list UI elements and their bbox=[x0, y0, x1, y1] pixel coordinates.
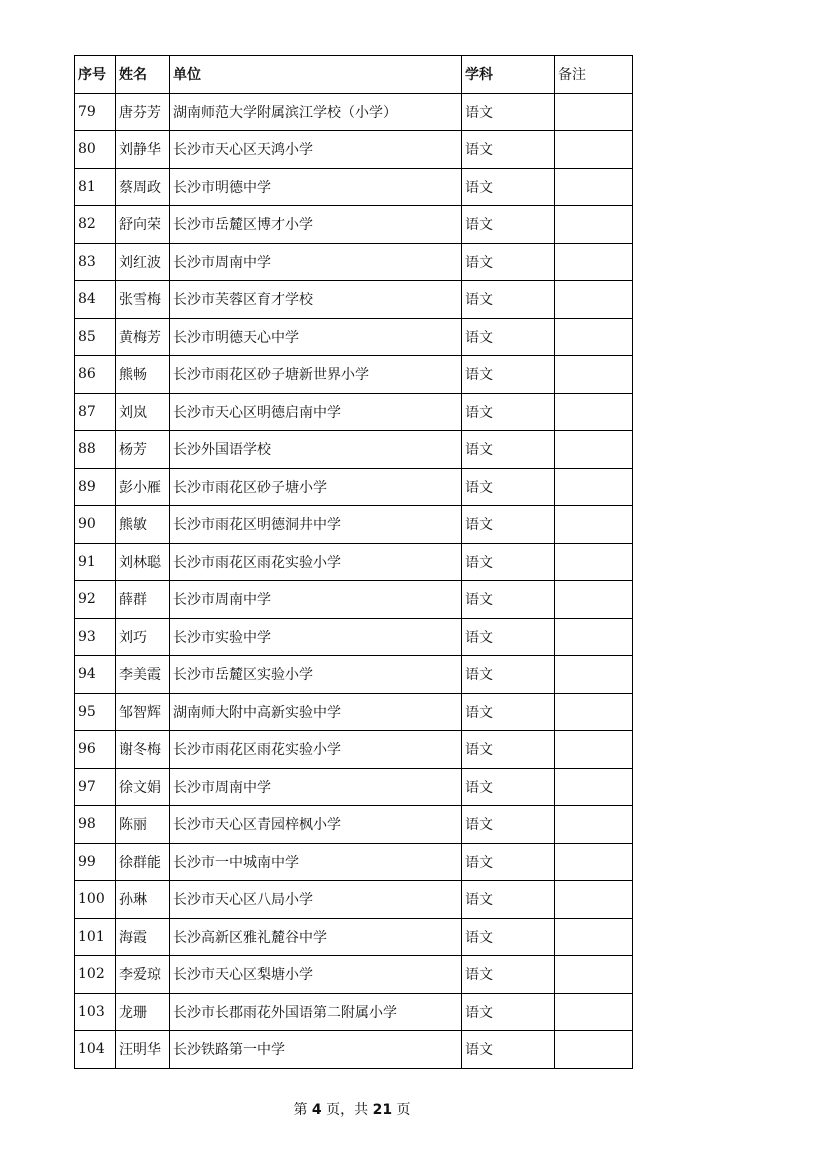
cell-unit: 长沙铁路第一中学 bbox=[170, 1031, 462, 1069]
cell-remarks bbox=[555, 393, 633, 431]
cell-name: 唐芬芳 bbox=[116, 93, 170, 131]
cell-unit: 长沙市天心区梨塘小学 bbox=[170, 956, 462, 994]
cell-subject: 语文 bbox=[462, 168, 555, 206]
cell-unit: 长沙市长郡雨花外国语第二附属小学 bbox=[170, 993, 462, 1031]
cell-subject: 语文 bbox=[462, 468, 555, 506]
cell-name: 刘岚 bbox=[116, 393, 170, 431]
cell-remarks bbox=[555, 356, 633, 394]
cell-name: 李爱琼 bbox=[116, 956, 170, 994]
cell-subject: 语文 bbox=[462, 956, 555, 994]
cell-subject: 语文 bbox=[462, 993, 555, 1031]
cell-unit: 长沙高新区雅礼麓谷中学 bbox=[170, 918, 462, 956]
cell-name: 舒向荣 bbox=[116, 206, 170, 244]
cell-name: 蔡周政 bbox=[116, 168, 170, 206]
cell-subject: 语文 bbox=[462, 356, 555, 394]
cell-unit: 长沙外国语学校 bbox=[170, 431, 462, 469]
cell-remarks bbox=[555, 581, 633, 619]
cell-name: 刘红波 bbox=[116, 243, 170, 281]
cell-serial: 82 bbox=[75, 206, 116, 244]
header-serial: 序号 bbox=[75, 56, 116, 94]
table-row bbox=[75, 993, 633, 1031]
cell-remarks bbox=[555, 543, 633, 581]
cell-serial: 88 bbox=[75, 431, 116, 469]
cell-name: 陈丽 bbox=[116, 806, 170, 844]
cell-serial: 81 bbox=[75, 168, 116, 206]
cell-name: 孙琳 bbox=[116, 881, 170, 919]
table-row bbox=[75, 618, 633, 656]
table-row bbox=[75, 1031, 633, 1069]
table-row bbox=[75, 168, 633, 206]
cell-remarks bbox=[555, 656, 633, 694]
cell-unit: 长沙市雨花区雨花实验小学 bbox=[170, 731, 462, 769]
cell-unit: 长沙市天心区八局小学 bbox=[170, 881, 462, 919]
cell-remarks bbox=[555, 281, 633, 319]
cell-serial: 83 bbox=[75, 243, 116, 281]
cell-serial: 95 bbox=[75, 693, 116, 731]
cell-name: 龙珊 bbox=[116, 993, 170, 1031]
cell-remarks bbox=[555, 881, 633, 919]
table-row bbox=[75, 468, 633, 506]
cell-name: 徐文娟 bbox=[116, 768, 170, 806]
cell-remarks bbox=[555, 843, 633, 881]
cell-serial: 89 bbox=[75, 468, 116, 506]
cell-subject: 语文 bbox=[462, 206, 555, 244]
cell-unit: 长沙市实验中学 bbox=[170, 618, 462, 656]
page-footer bbox=[0, 1099, 704, 1119]
cell-remarks bbox=[555, 93, 633, 131]
cell-serial: 84 bbox=[75, 281, 116, 319]
cell-name: 黄梅芳 bbox=[116, 318, 170, 356]
cell-unit: 长沙市天心区天鸿小学 bbox=[170, 131, 462, 169]
cell-name: 徐群能 bbox=[116, 843, 170, 881]
cell-subject: 语文 bbox=[462, 843, 555, 881]
footer-page-number: 4 bbox=[311, 1102, 322, 1118]
cell-serial: 101 bbox=[75, 918, 116, 956]
table-row bbox=[75, 281, 633, 319]
cell-remarks bbox=[555, 168, 633, 206]
cell-unit: 长沙市雨花区砂子塘新世界小学 bbox=[170, 356, 462, 394]
table-row bbox=[75, 543, 633, 581]
cell-unit: 长沙市周南中学 bbox=[170, 581, 462, 619]
table-row bbox=[75, 693, 633, 731]
table-row bbox=[75, 318, 633, 356]
cell-subject: 语文 bbox=[462, 768, 555, 806]
footer-suffix: 页 bbox=[396, 1102, 411, 1118]
cell-name: 谢冬梅 bbox=[116, 731, 170, 769]
cell-unit: 长沙市雨花区明德洞井中学 bbox=[170, 506, 462, 544]
roster-table bbox=[74, 55, 633, 1069]
cell-remarks bbox=[555, 693, 633, 731]
header-remarks: 备注 bbox=[555, 56, 633, 94]
cell-subject: 语文 bbox=[462, 656, 555, 694]
cell-serial: 96 bbox=[75, 731, 116, 769]
cell-subject: 语文 bbox=[462, 918, 555, 956]
cell-unit: 长沙市明德中学 bbox=[170, 168, 462, 206]
cell-serial: 98 bbox=[75, 806, 116, 844]
header-unit: 单位 bbox=[170, 56, 462, 94]
cell-subject: 语文 bbox=[462, 318, 555, 356]
table-row bbox=[75, 131, 633, 169]
table-row bbox=[75, 806, 633, 844]
cell-remarks bbox=[555, 731, 633, 769]
cell-remarks bbox=[555, 918, 633, 956]
cell-subject: 语文 bbox=[462, 543, 555, 581]
cell-remarks bbox=[555, 956, 633, 994]
cell-unit: 长沙市天心区明德启南中学 bbox=[170, 393, 462, 431]
cell-serial: 79 bbox=[75, 93, 116, 131]
cell-name: 邹智辉 bbox=[116, 693, 170, 731]
cell-name: 汪明华 bbox=[116, 1031, 170, 1069]
table-row bbox=[75, 843, 633, 881]
table-row bbox=[75, 881, 633, 919]
cell-subject: 语文 bbox=[462, 806, 555, 844]
cell-subject: 语文 bbox=[462, 93, 555, 131]
table-row bbox=[75, 243, 633, 281]
cell-subject: 语文 bbox=[462, 881, 555, 919]
table-body bbox=[75, 93, 633, 1068]
cell-name: 彭小雁 bbox=[116, 468, 170, 506]
cell-serial: 86 bbox=[75, 356, 116, 394]
cell-serial: 80 bbox=[75, 131, 116, 169]
footer-middle: 页，共 bbox=[326, 1102, 369, 1118]
cell-unit: 长沙市岳麓区博才小学 bbox=[170, 206, 462, 244]
cell-name: 刘巧 bbox=[116, 618, 170, 656]
cell-subject: 语文 bbox=[462, 731, 555, 769]
table-row bbox=[75, 506, 633, 544]
cell-subject: 语文 bbox=[462, 1031, 555, 1069]
cell-unit: 长沙市一中城南中学 bbox=[170, 843, 462, 881]
cell-serial: 94 bbox=[75, 656, 116, 694]
cell-remarks bbox=[555, 318, 633, 356]
cell-serial: 93 bbox=[75, 618, 116, 656]
cell-name: 熊敏 bbox=[116, 506, 170, 544]
cell-name: 海霞 bbox=[116, 918, 170, 956]
cell-serial: 90 bbox=[75, 506, 116, 544]
cell-unit: 长沙市芙蓉区育才学校 bbox=[170, 281, 462, 319]
table-row bbox=[75, 356, 633, 394]
cell-serial: 87 bbox=[75, 393, 116, 431]
cell-name: 薛群 bbox=[116, 581, 170, 619]
cell-serial: 102 bbox=[75, 956, 116, 994]
cell-subject: 语文 bbox=[462, 281, 555, 319]
cell-unit: 长沙市雨花区雨花实验小学 bbox=[170, 543, 462, 581]
table-row bbox=[75, 206, 633, 244]
cell-subject: 语文 bbox=[462, 506, 555, 544]
cell-serial: 91 bbox=[75, 543, 116, 581]
cell-remarks bbox=[555, 431, 633, 469]
cell-unit: 湖南师大附中高新实验中学 bbox=[170, 693, 462, 731]
cell-serial: 92 bbox=[75, 581, 116, 619]
header-subject: 学科 bbox=[462, 56, 555, 94]
table-row bbox=[75, 393, 633, 431]
cell-subject: 语文 bbox=[462, 131, 555, 169]
footer-prefix: 第 bbox=[293, 1102, 308, 1118]
cell-unit: 长沙市岳麓区实验小学 bbox=[170, 656, 462, 694]
table-row bbox=[75, 656, 633, 694]
cell-serial: 97 bbox=[75, 768, 116, 806]
table-row bbox=[75, 918, 633, 956]
cell-remarks bbox=[555, 468, 633, 506]
cell-serial: 99 bbox=[75, 843, 116, 881]
cell-serial: 103 bbox=[75, 993, 116, 1031]
cell-serial: 100 bbox=[75, 881, 116, 919]
cell-subject: 语文 bbox=[462, 581, 555, 619]
table-row bbox=[75, 93, 633, 131]
cell-remarks bbox=[555, 993, 633, 1031]
cell-name: 刘林聪 bbox=[116, 543, 170, 581]
cell-unit: 长沙市天心区青园梓枫小学 bbox=[170, 806, 462, 844]
cell-remarks bbox=[555, 506, 633, 544]
table-row bbox=[75, 431, 633, 469]
cell-unit: 湖南师范大学附属滨江学校（小学） bbox=[170, 93, 462, 131]
cell-name: 李美霞 bbox=[116, 656, 170, 694]
footer-total-pages: 21 bbox=[372, 1102, 393, 1118]
cell-name: 刘静华 bbox=[116, 131, 170, 169]
header-name: 姓名 bbox=[116, 56, 170, 94]
cell-name: 张雪梅 bbox=[116, 281, 170, 319]
cell-remarks bbox=[555, 206, 633, 244]
cell-remarks bbox=[555, 131, 633, 169]
cell-serial: 85 bbox=[75, 318, 116, 356]
cell-remarks bbox=[555, 768, 633, 806]
cell-subject: 语文 bbox=[462, 393, 555, 431]
cell-remarks bbox=[555, 806, 633, 844]
cell-subject: 语文 bbox=[462, 693, 555, 731]
cell-unit: 长沙市明德天心中学 bbox=[170, 318, 462, 356]
table-row bbox=[75, 956, 633, 994]
cell-serial: 104 bbox=[75, 1031, 116, 1069]
cell-unit: 长沙市周南中学 bbox=[170, 768, 462, 806]
cell-remarks bbox=[555, 618, 633, 656]
cell-remarks bbox=[555, 243, 633, 281]
cell-name: 杨芳 bbox=[116, 431, 170, 469]
cell-remarks bbox=[555, 1031, 633, 1069]
cell-subject: 语文 bbox=[462, 243, 555, 281]
cell-subject: 语文 bbox=[462, 431, 555, 469]
table-header-row bbox=[75, 56, 633, 94]
cell-subject: 语文 bbox=[462, 618, 555, 656]
table-row bbox=[75, 768, 633, 806]
table-row bbox=[75, 731, 633, 769]
cell-name: 熊畅 bbox=[116, 356, 170, 394]
cell-unit: 长沙市周南中学 bbox=[170, 243, 462, 281]
table-row bbox=[75, 581, 633, 619]
cell-unit: 长沙市雨花区砂子塘小学 bbox=[170, 468, 462, 506]
